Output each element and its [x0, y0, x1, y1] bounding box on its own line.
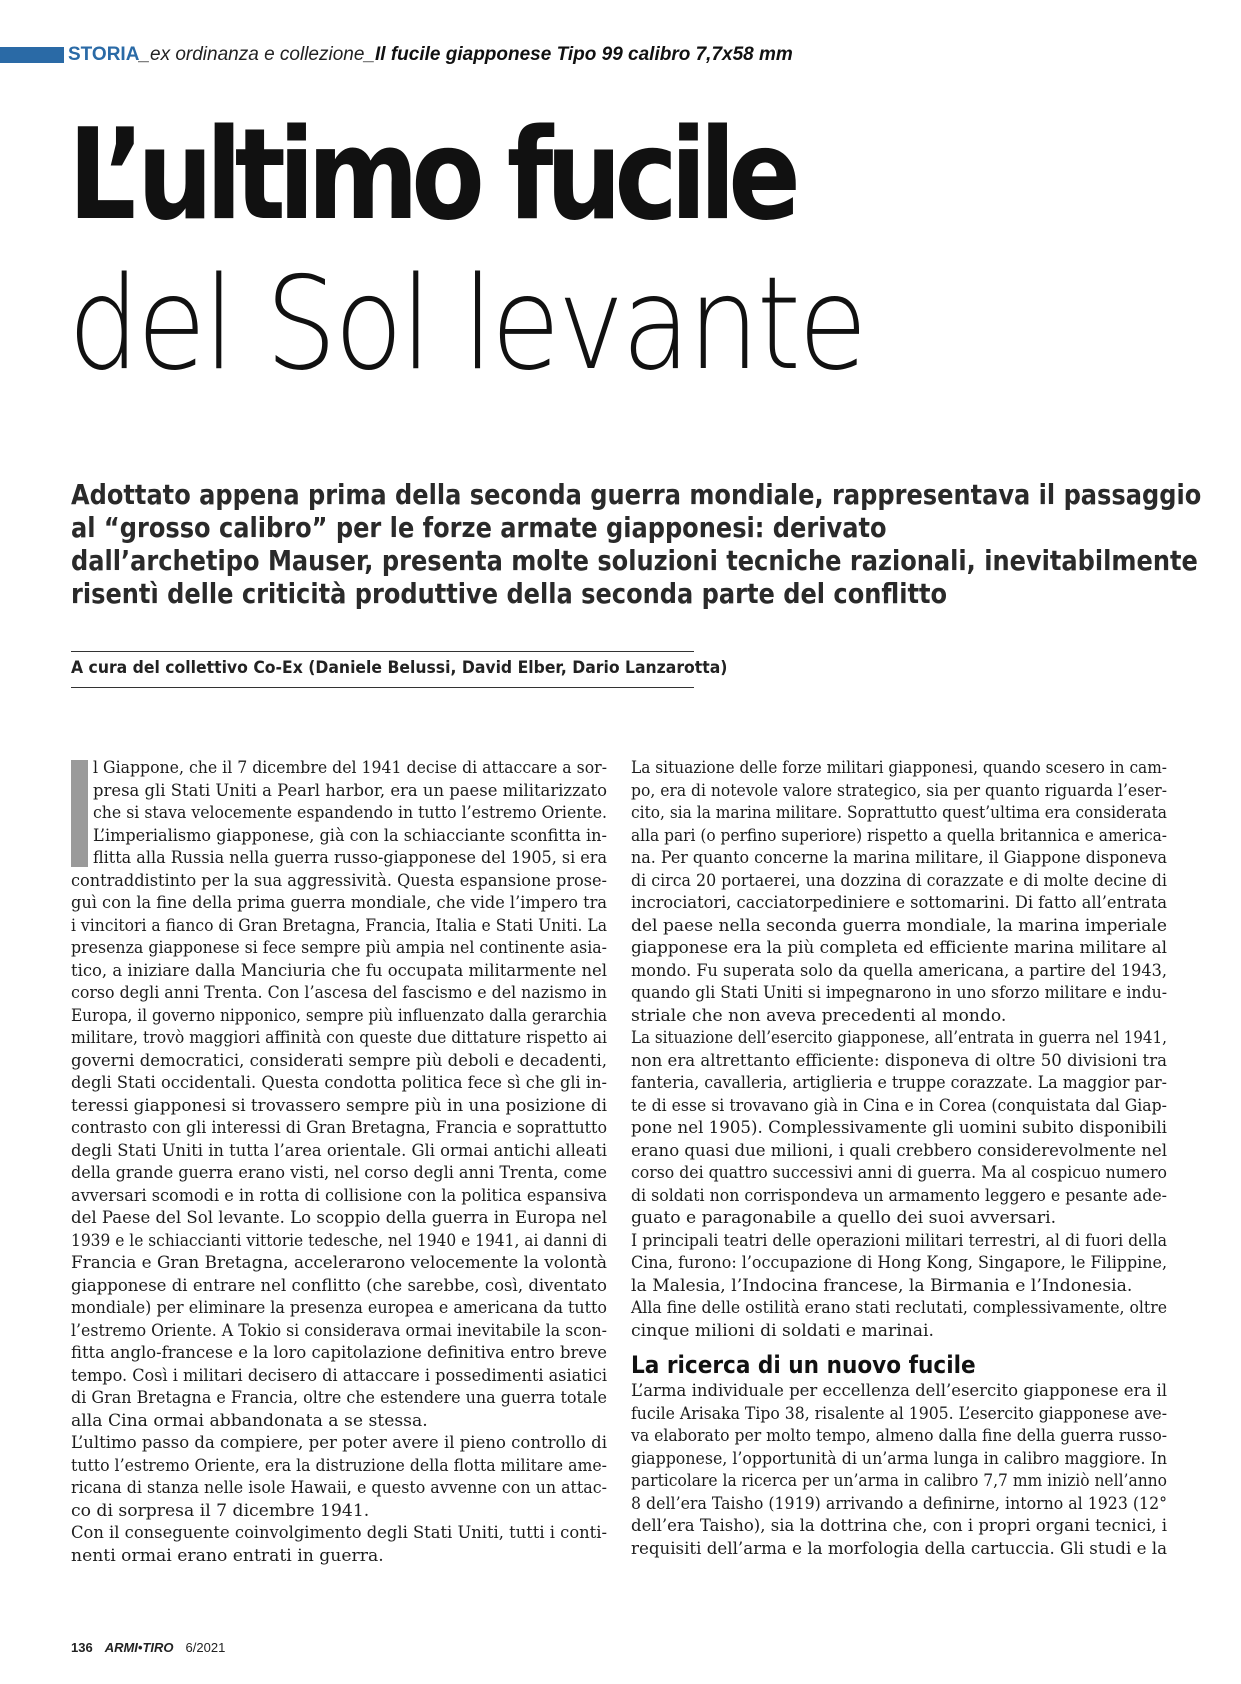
text-line: tutto l’estremo Oriente, era la distruzione della flotta militare ame-: [71, 1455, 607, 1476]
text-line: Francia e Gran Bretagna, accelerarono velocemente la volontà: [71, 1253, 607, 1273]
text-line: di Gran Bretagna e Francia, oltre che estendere una guerra totale: [71, 1388, 607, 1408]
text-line: particolare la ricerca per un’arma in calibro 7,7 mm iniziò nell’anno: [631, 1471, 1167, 1491]
text-line: fanteria, cavalleria, artiglieria e truppe corazzate. La maggior par-: [631, 1073, 1167, 1093]
text-line: nenti ormai erano entrati in guerra.: [71, 1545, 384, 1566]
text-line: va elaborato per molto tempo, almeno dalla fine della guerra russo-: [631, 1426, 1167, 1446]
text-line: governi democratici, considerati sempre più deboli e decadenti,: [71, 1050, 607, 1071]
header-text: [68, 44, 793, 66]
standfirst-line: risentì delle criticità produttive della seconda parte del conflitto: [71, 577, 948, 610]
section-label: STORIA: [68, 44, 140, 65]
text-line: di soldati non corrispondeva un armamento leggero e pesante ade-: [631, 1185, 1167, 1206]
text-line: incrociatori, cacciatorpediniere e sottomarini. Di fatto all’entrata: [631, 893, 1167, 913]
text-line: presenza giapponese si fece sempre più ampia nel continente asia-: [71, 938, 607, 958]
text-line: l’estremo Oriente. A Tokio si considerava ormai inevitabile la scon-: [71, 1320, 607, 1341]
body-column-1: [71, 757, 607, 1567]
text-line: L’imperialismo giapponese, già con la schiacciante sconfitta in-: [93, 825, 607, 846]
text-line: non era altrettanto efficiente: disponeva di oltre 50 divisioni tra: [631, 1050, 1167, 1071]
text-line: L’ultimo passo da compiere, per poter avere il pieno controllo di: [71, 1433, 607, 1453]
text-line: Alla fine delle ostilità erano stati reclutati, complessivamente, oltre: [631, 1298, 1167, 1318]
text-line: la Malesia, l’Indocina francese, la Birmania e l’Indonesia.: [631, 1275, 1133, 1296]
text-line: guato e paragonabile a quello dei suoi avversari.: [631, 1208, 1057, 1228]
magazine-name: ARMI•TIRO: [104, 1640, 174, 1655]
text-line: na. Per quanto concerne la marina militare, il Giappone disponeva: [631, 848, 1167, 868]
text-line: alla pari (o perfino superiore) rispetto a quella britannica e america-: [631, 825, 1167, 846]
text-line: del paese nella seconda guerra mondiale, la marina imperiale: [631, 915, 1167, 936]
body-column-2: [631, 757, 1167, 1560]
text-line: 1939 e le schiaccianti vittorie tedesche, nel 1940 e 1941, ai danni di: [71, 1230, 607, 1251]
text-line: alla Cina ormai abbandonata a se stessa.: [71, 1410, 428, 1431]
subheading: La ricerca di un nuovo fucile: [631, 1351, 976, 1379]
text-line: cinque milioni di soldati e marinai.: [631, 1320, 934, 1341]
text-line: mondo. Fu superata solo da quella americana, a partire del 1943,: [631, 960, 1167, 981]
text-line: La situazione dell’esercito giapponese, all’entrata in guerra nel 1941,: [631, 1028, 1167, 1048]
text-line: degli Stati occidentali. Questa condotta politica fece sì che gli in-: [71, 1073, 607, 1093]
text-line: giapponese, l’opportunità di un’arma lunga in calibro maggiore. In: [631, 1448, 1167, 1469]
issue-number: 6/2021: [185, 1640, 226, 1655]
topic-label: Il fucile giapponese Tipo 99 calibro 7,7x58 mm: [375, 44, 793, 65]
column-2-text-a: [631, 757, 1167, 1342]
section-header: [0, 44, 1241, 66]
text-line: contrasto con gli interessi di Gran Bretagna, Francia e soprattutto: [71, 1118, 607, 1138]
text-line: tico, a iniziare dalla Manciuria che fu occupata militarmente nel: [71, 960, 607, 981]
page-footer: [71, 1640, 225, 1655]
text-line: l Giappone, che il 7 dicembre del 1941 decise di attaccare a sor-: [93, 758, 607, 778]
text-line: Europa, il governo nipponico, sempre più influenzato dalla gerarchia: [71, 1005, 607, 1026]
text-line: flitta alla Russia nella guerra russo-giapponese del 1905, si era: [93, 848, 607, 868]
text-line: contraddistinto per la sua aggressività. Questa espansione prose-: [71, 870, 607, 891]
text-line: del Paese del Sol levante. Lo scoppio della guerra in Europa nel: [71, 1208, 607, 1228]
text-line: dell’era Taisho), sia la dottrina che, con i propri organi tecnici, i: [631, 1516, 1167, 1536]
title-line-1: L’ultimo fucile: [68, 101, 794, 248]
text-line: 8 dell’era Taisho (1919) arrivando a definirne, intorno al 1923 (12°: [631, 1493, 1167, 1514]
text-line: fitta anglo-francese e la loro capitolazione definitiva entro breve: [71, 1343, 607, 1363]
text-line: giapponese era la più completa ed efficiente marina militare al: [631, 938, 1167, 958]
section-color-bar: [0, 47, 64, 63]
text-line: Con il conseguente coinvolgimento degli Stati Uniti, tutti i conti-: [71, 1523, 607, 1543]
text-line: degli Stati Uniti in tutta l’area orientale. Gli ormai antichi alleati: [71, 1140, 607, 1161]
text-line: L’arma individuale per eccellenza dell’esercito giapponese era il: [631, 1381, 1167, 1401]
text-line: giapponese di entrare nel conflitto (che sarebbe, così, diventato: [71, 1275, 607, 1296]
text-line: co di sorpresa il 7 dicembre 1941.: [71, 1500, 370, 1521]
text-line: ricana di stanza nelle isole Hawaii, e questo avvenne con un attac-: [71, 1478, 607, 1498]
text-line: corso dei quattro successivi anni di guerra. Ma al cospicuo numero: [631, 1163, 1167, 1183]
standfirst-line: dall’archetipo Mauser, presenta molte soluzioni tecniche razionali, inevitabilmente: [71, 544, 1198, 577]
text-line: che si stava velocemente espandendo in tutto l’estremo Oriente.: [93, 803, 607, 823]
text-line: militare, trovò maggiori affinità con queste due dittature rispetto ai: [71, 1028, 607, 1048]
byline: A cura del collettivo Co-Ex (Daniele Belussi, David Elber, Dario Lanzarotta): [71, 658, 728, 678]
text-line: i vincitori a fianco di Gran Bretagna, Francia, Italia e Stati Uniti. La: [71, 915, 607, 936]
text-line: quando gli Stati Uniti si impegnarono in uno sforzo militare e indu-: [631, 983, 1167, 1003]
subsection-label: _ex ordinanza e collezione_: [139, 44, 375, 65]
text-line: striale che non aveva precedenti al mondo.: [631, 1005, 1007, 1026]
byline-rule-top: [71, 651, 694, 652]
text-line: erano quasi due milioni, i quali crebbero considerevolmente nel: [631, 1140, 1167, 1161]
standfirst-line: al “grosso calibro” per le forze armate giapponesi: derivato: [71, 511, 887, 544]
text-line: cito, sia la marina militare. Soprattutto quest’ultima era considerata: [631, 803, 1167, 823]
text-line: te di esse si trovavano già in Cina e in Corea (conquistata dal Giap-: [631, 1095, 1167, 1116]
text-line: I principali teatri delle operazioni militari terrestri, al di fuori della: [631, 1230, 1167, 1251]
page-number: 136: [71, 1640, 93, 1655]
text-line: della grande guerra erano visti, nel corso degli anni Trenta, come: [71, 1163, 607, 1183]
text-line: po, era di notevole valore strategico, sia per quanto riguarda l’eser-: [631, 780, 1167, 801]
text-line: guì con la fine della prima guerra mondiale, che vide l’impero tra: [71, 893, 607, 913]
text-line: pone nel 1905). Complessivamente gli uomini subito disponibili: [631, 1118, 1167, 1138]
text-line: Cina, furono: l’occupazione di Hong Kong, Singapore, le Filippine,: [631, 1253, 1167, 1273]
text-line: fucile Arisaka Tipo 38, risalente al 1905. L’esercito giapponese ave-: [631, 1403, 1167, 1424]
text-line: avversari scomodi e in rotta di collisione con la politica espansiva: [71, 1185, 607, 1206]
title-line-2: del Sol levante: [68, 250, 865, 399]
text-line: presa gli Stati Uniti a Pearl harbor, era un paese militarizzato: [93, 780, 607, 801]
standfirst: [71, 478, 1202, 610]
text-line: requisiti dell’arma e la morfologia della cartuccia. Gli studi e la: [631, 1538, 1167, 1559]
text-line: teressi giapponesi si trovassero sempre più in una posizione di: [71, 1095, 607, 1116]
text-line: mondiale) per eliminare la presenza europea e americana da tutto: [71, 1298, 607, 1318]
text-line: La situazione delle forze militari giapponesi, quando scesero in cam-: [631, 758, 1167, 778]
column-2-text-b: [631, 1380, 1167, 1560]
standfirst-line: Adottato appena prima della seconda guerra mondiale, rappresentava il passaggio: [71, 478, 1202, 511]
text-line: corso degli anni Trenta. Con l’ascesa del fascismo e del nazismo in: [71, 983, 607, 1003]
text-line: tempo. Così i militari decisero di attaccare i possedimenti asiatici: [71, 1365, 607, 1386]
byline-rule-bottom: [71, 687, 694, 688]
text-line: di circa 20 portaerei, una dozzina di corazzate e di molte decine di: [631, 870, 1167, 891]
